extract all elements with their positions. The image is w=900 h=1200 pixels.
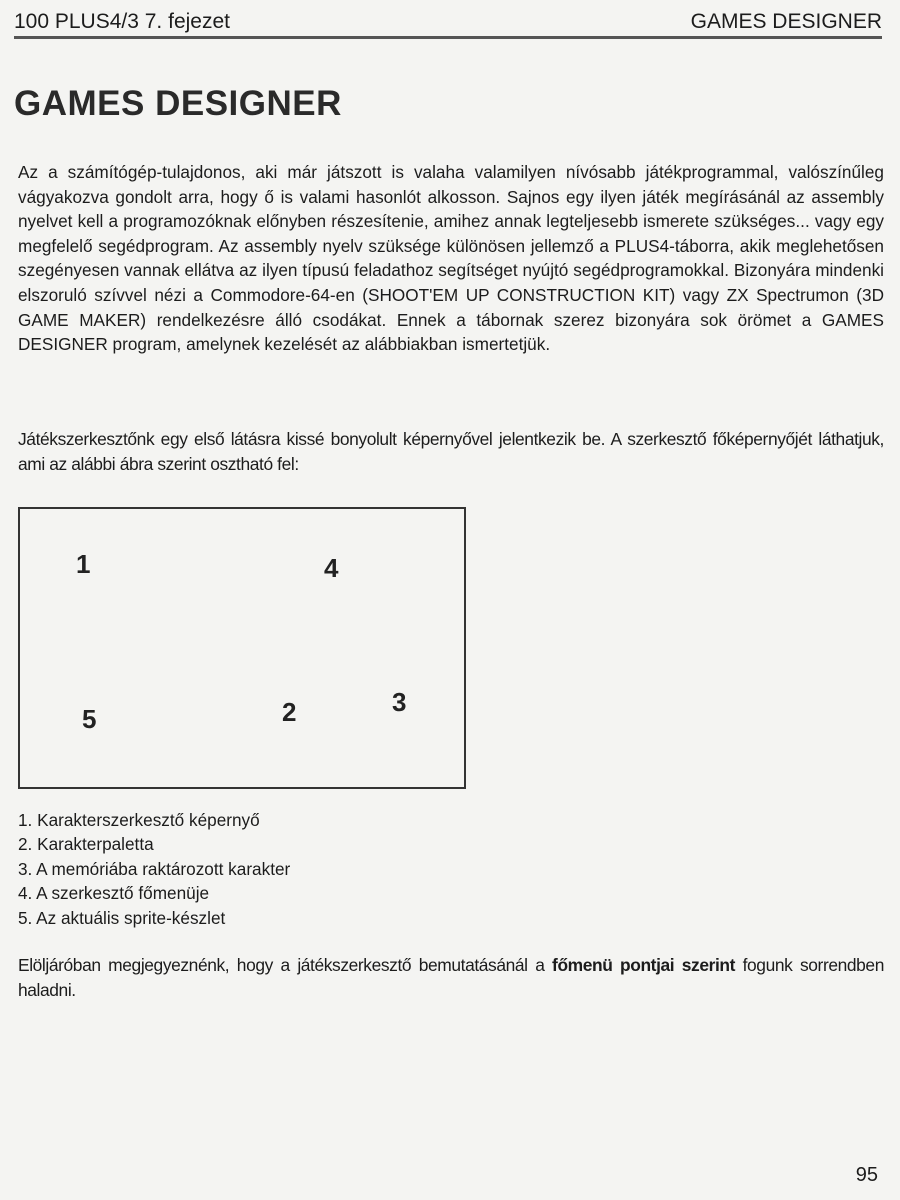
diagram-legend <box>18 808 290 930</box>
running-header <box>14 6 882 39</box>
region-label-2: 2 <box>282 697 297 727</box>
screen-paragraph: Játékszerkesztőnk egy első látásra kissé bonyolult képernyővel jelentkezik be. A szerkesztő főképernyőjét láthatjuk, ami az alábbi ábra szerint osztható fel: <box>18 429 884 474</box>
region-label-4: 4 <box>324 553 339 583</box>
closing-paragraph <box>18 953 884 1002</box>
legend-item: 3. A memóriába raktározott karakter <box>18 858 291 879</box>
page-number: 95 <box>855 1164 878 1186</box>
section-title: GAMES DESIGNER <box>14 84 342 123</box>
region-label-5: 5 <box>82 704 97 734</box>
header-section-title: GAMES DESIGNER <box>690 10 882 33</box>
closing-text-end: fogunk sorrendben haladni. <box>18 955 884 1000</box>
legend-item: 5. Az aktuális sprite-készlet <box>18 907 226 928</box>
closing-text-bold: főmenü pontjai szerint <box>552 955 736 975</box>
intro-paragraph: Az a számítógép-tulajdonos, aki már játszott is valaha valamilyen nívósabb játékprogrammal, valószínűleg vágyakozva gondolt arra, hogy ő is valami hasonlót alkosson. Sajnos egy ilyen játék megírásánál az assembly nyelvet kell a programozóknak előnyben részesítenie, amihez annak legteljesebb ismerete szükséges... vagy egy megfelelő segédprogram. Az assembly nyelv szüksége különösen jellemző a PLUS4-táborra, akik meglehetősen szegényesen vannak ellátva az ilyen típusú feladathoz segítséget nyújtó segédprogramokkal. Bizonyára mindenki elszoruló szívvel nézi a Commodore-64-en (SHOOT'EM UP CONSTRUCTION KIT) vagy ZX Spectrumon (3D GAME MAKER) rendelkezésre álló csodákat. Ennek a tábornak szerez bizonyára sok örömet a GAMES DESIGNER program, amelynek kezelését az alábbiakban ismertetjük. <box>18 162 884 355</box>
header-chapter: 100 PLUS4/3 7. fejezet <box>14 10 230 33</box>
screen-layout-diagram <box>18 507 466 789</box>
legend-item: 2. Karakterpaletta <box>18 834 154 855</box>
legend-item: 4. A szerkesztő főmenüje <box>18 883 210 904</box>
legend-item: 1. Karakterszerkesztő képernyő <box>18 810 260 830</box>
region-label-1: 1 <box>76 549 91 579</box>
region-label-3: 3 <box>392 687 407 717</box>
closing-text-start: Elöljáróban megjegyeznénk, hogy a játékszerkesztő bemutatásánál a <box>18 955 553 975</box>
